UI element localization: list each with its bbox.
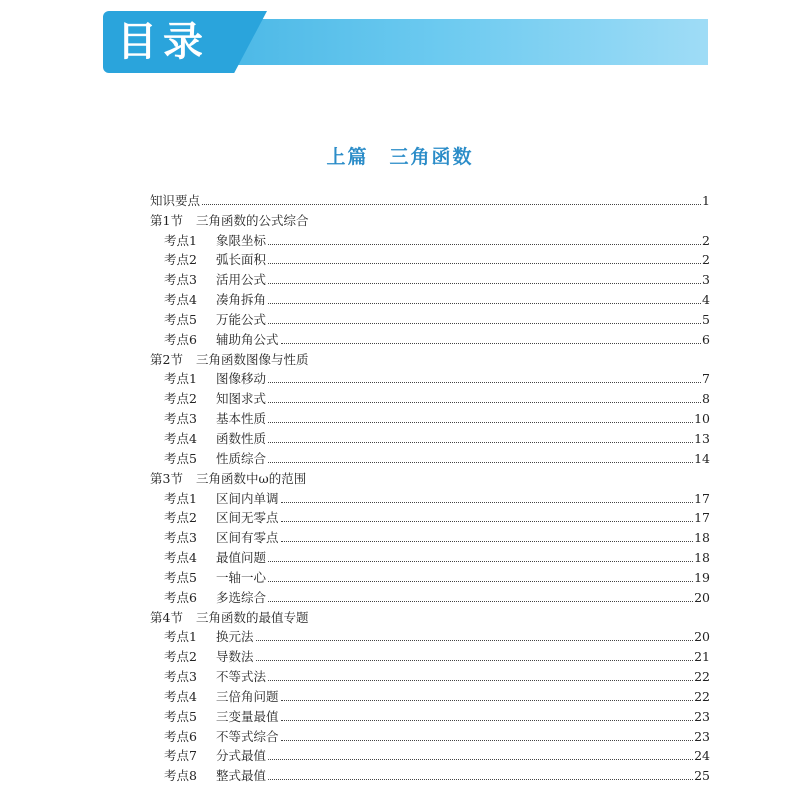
- dot-leader: [268, 561, 693, 562]
- page-number: 17: [694, 510, 710, 526]
- entry-title: 活用公式: [216, 272, 267, 288]
- page-number: 10: [694, 411, 710, 427]
- section-title: 三角函数的最值专题: [196, 609, 309, 625]
- entry-title: 不等式法: [216, 669, 267, 685]
- dot-leader: [268, 283, 701, 284]
- page-number: 3: [702, 272, 710, 288]
- toc-entry[interactable]: [150, 684, 710, 704]
- table-of-contents: [150, 188, 710, 783]
- dot-leader: [256, 640, 694, 641]
- topic-number: 考点2: [164, 510, 197, 526]
- dot-leader: [268, 244, 701, 245]
- toc-entry[interactable]: [150, 486, 710, 506]
- topic-number: 考点1: [164, 371, 197, 387]
- topic-number: 考点4: [164, 688, 197, 704]
- topic-number: 考点3: [164, 669, 197, 685]
- topic-number: 考点6: [164, 589, 197, 605]
- page-number: 4: [702, 292, 710, 308]
- part-title: 上篇 三角函数: [326, 146, 474, 168]
- dot-leader: [268, 303, 701, 304]
- dot-leader: [281, 720, 694, 721]
- topic-number: 考点5: [164, 569, 197, 585]
- dot-leader: [281, 541, 694, 542]
- page-number: 20: [694, 629, 710, 645]
- toc-entry[interactable]: [150, 506, 710, 526]
- toc-entry[interactable]: [150, 525, 710, 545]
- topic-number: 考点2: [164, 252, 197, 268]
- topic-number: 考点5: [164, 311, 197, 327]
- topic-number: 考点5: [164, 708, 197, 724]
- entry-title: 换元法: [216, 629, 254, 645]
- page-number: 2: [702, 232, 710, 248]
- page-number: 8: [702, 391, 710, 407]
- dot-leader: [281, 343, 701, 344]
- entry-title: 不等式综合: [216, 728, 279, 744]
- section-title: 三角函数中ω的范围: [196, 470, 307, 486]
- topic-number: 考点2: [164, 649, 197, 665]
- dot-leader: [268, 462, 693, 463]
- entry-title: 弧长面积: [216, 252, 267, 268]
- entry-title: 一轴一心: [216, 569, 267, 585]
- topic-number: 考点3: [164, 411, 197, 427]
- entry-title: 区间内单调: [216, 490, 279, 506]
- toc-entry[interactable]: [150, 248, 710, 268]
- page-number: 22: [694, 688, 710, 704]
- dot-leader: [281, 502, 694, 503]
- page-number: 6: [702, 331, 710, 347]
- page-number: 21: [694, 649, 710, 665]
- toc-entry[interactable]: [150, 664, 710, 684]
- page-number: 5: [702, 311, 710, 327]
- page-number: 22: [694, 669, 710, 685]
- entry-title: 知识要点: [150, 192, 201, 208]
- section-number: 第1节: [150, 212, 183, 228]
- entry-title: 象限坐标: [216, 232, 267, 248]
- section-number: 第4节: [150, 609, 183, 625]
- toc-entry[interactable]: [150, 763, 710, 783]
- dot-leader: [268, 382, 701, 383]
- topic-number: 考点1: [164, 232, 197, 248]
- toc-entry[interactable]: [150, 327, 710, 347]
- toc-entry[interactable]: [150, 545, 710, 565]
- dot-leader: [256, 660, 694, 661]
- dot-leader: [281, 740, 694, 741]
- toc-section-heading: [150, 347, 710, 367]
- topic-number: 考点4: [164, 292, 197, 308]
- topic-number: 考点4: [164, 430, 197, 446]
- toc-entry[interactable]: [150, 724, 710, 744]
- dot-leader: [202, 204, 701, 205]
- page-number: 20: [694, 589, 710, 605]
- entry-title: 导数法: [216, 649, 254, 665]
- toc-entry[interactable]: [150, 644, 710, 664]
- toc-entry[interactable]: [150, 188, 710, 208]
- dot-leader: [268, 263, 701, 264]
- dot-leader: [268, 402, 701, 403]
- entry-title: 区间无零点: [216, 510, 279, 526]
- entry-title: 多选综合: [216, 589, 267, 605]
- topic-number: 考点8: [164, 768, 197, 784]
- toc-section-heading: [150, 605, 710, 625]
- page-number: 25: [694, 768, 710, 784]
- entry-title: 三倍角问题: [216, 688, 279, 704]
- contents-title: 目录: [117, 19, 209, 65]
- dot-leader: [268, 581, 693, 582]
- banner-strip: [223, 19, 708, 65]
- toc-entry[interactable]: [150, 287, 710, 307]
- toc-entry[interactable]: [150, 267, 710, 287]
- toc-entry[interactable]: [150, 585, 710, 605]
- section-title: 三角函数的公式综合: [196, 212, 309, 228]
- page-number: 2: [702, 252, 710, 268]
- topic-number: 考点3: [164, 530, 197, 546]
- page-number: 23: [694, 708, 710, 724]
- entry-title: 图像移动: [216, 371, 267, 387]
- toc-section-heading: [150, 208, 710, 228]
- dot-leader: [268, 779, 693, 780]
- entry-title: 凑角拆角: [216, 292, 267, 308]
- entry-title: 辅助角公式: [216, 331, 279, 347]
- dot-leader: [268, 601, 693, 602]
- page-number: 18: [694, 530, 710, 546]
- topic-number: 考点7: [164, 748, 197, 764]
- toc-entry[interactable]: [150, 426, 710, 446]
- entry-title: 万能公式: [216, 311, 267, 327]
- topic-number: 考点6: [164, 728, 197, 744]
- entry-title: 基本性质: [216, 411, 267, 427]
- topic-number: 考点2: [164, 391, 197, 407]
- toc-entry[interactable]: [150, 406, 710, 426]
- entry-title: 三变量最值: [216, 708, 279, 724]
- dot-leader: [268, 759, 693, 760]
- toc-entry[interactable]: [150, 625, 710, 645]
- entry-title: 性质综合: [216, 450, 267, 466]
- topic-number: 考点1: [164, 629, 197, 645]
- entry-title: 函数性质: [216, 430, 267, 446]
- toc-section-heading: [150, 466, 710, 486]
- dot-leader: [268, 323, 701, 324]
- page-number: 7: [702, 371, 710, 387]
- dot-leader: [281, 700, 694, 701]
- topic-number: 考点1: [164, 490, 197, 506]
- entry-title: 最值问题: [216, 550, 267, 566]
- toc-entry[interactable]: [150, 744, 710, 764]
- page-number: 23: [694, 728, 710, 744]
- toc-entry[interactable]: [150, 386, 710, 406]
- page-number: 1: [702, 192, 710, 208]
- contents-banner: [103, 11, 708, 73]
- toc-entry[interactable]: [150, 565, 710, 585]
- topic-number: 考点3: [164, 272, 197, 288]
- page-number: 18: [694, 550, 710, 566]
- dot-leader: [268, 422, 693, 423]
- topic-number: 考点4: [164, 550, 197, 566]
- toc-entry[interactable]: [150, 446, 710, 466]
- topic-number: 考点6: [164, 331, 197, 347]
- section-number: 第3节: [150, 470, 183, 486]
- toc-entry[interactable]: [150, 367, 710, 387]
- page-number: 24: [694, 748, 710, 764]
- page-number: 19: [694, 569, 710, 585]
- dot-leader: [268, 442, 693, 443]
- entry-title: 知图求式: [216, 391, 267, 407]
- dot-leader: [281, 521, 694, 522]
- section-title: 三角函数图像与性质: [196, 351, 309, 367]
- toc-entry[interactable]: [150, 307, 710, 327]
- section-number: 第2节: [150, 351, 183, 367]
- page-number: 13: [694, 430, 710, 446]
- topic-number: 考点5: [164, 450, 197, 466]
- toc-entry[interactable]: [150, 704, 710, 724]
- toc-entry[interactable]: [150, 228, 710, 248]
- dot-leader: [268, 680, 693, 681]
- entry-title: 区间有零点: [216, 530, 279, 546]
- page-number: 17: [694, 490, 710, 506]
- page-number: 14: [694, 450, 710, 466]
- entry-title: 整式最值: [216, 768, 267, 784]
- entry-title: 分式最值: [216, 748, 267, 764]
